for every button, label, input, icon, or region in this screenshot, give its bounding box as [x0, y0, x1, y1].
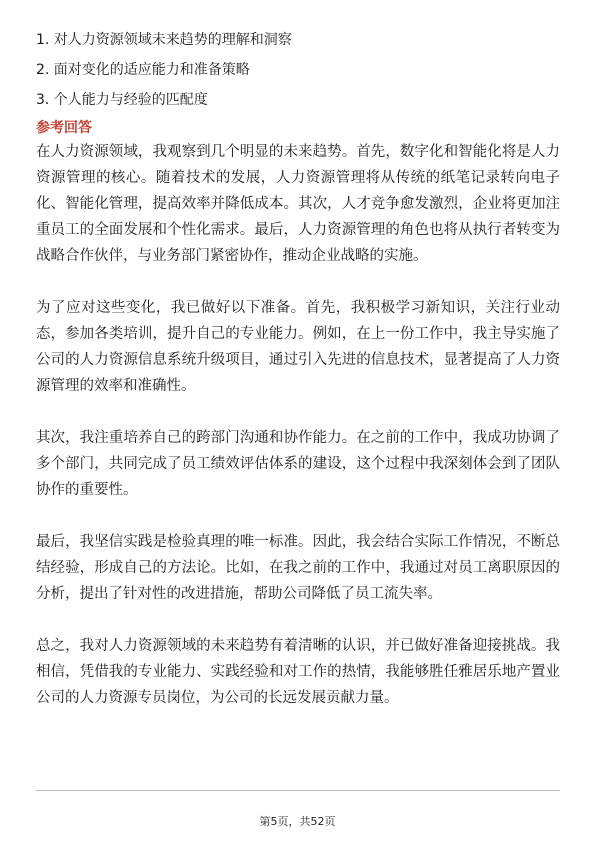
- answer-paragraph-5: 总之，我对人力资源领域的未来趋势有着清晰的认识，并已做好准备迎接挑战。我相信，凭借我的专业能力、实践经验和对工作的热情，我能够胜任雅居乐地产置业公司的人力资源专员岗位，为公司的长远发展贡献力量。: [36, 638, 560, 706]
- footer-divider: [36, 790, 560, 791]
- answer-paragraph-4: 最后，我坚信实践是检验真理的唯一标准。因此，我会结合实际工作情况，不断总结经验，形成自己的方法论。比如，在我之前的工作中，我通过对员工离职原因的分析，提出了针对性的改进措施，帮助公司降低了员工流失率。: [36, 534, 560, 602]
- answer-label: 参考回答: [36, 120, 92, 136]
- question-item-1: 1. 对人力资源领域未来趋势的理解和洞察: [36, 32, 292, 48]
- question-item-3: 3. 个人能力与经验的匹配度: [36, 92, 208, 108]
- answer-paragraph-1: 在人力资源领域，我观察到几个明显的未来趋势。首先，数字化和智能化将是人力资源管理的核心。随着技术的发展，人力资源管理将从传统的纸笔记录转向电子化、智能化管理，提高效率并降低成本。其次，人才竞争愈发激烈，企业将更加注重员工的全面发展和个性化需求。最后，人力资源管理的角色也将从执行者转变为战略合作伙伴，与业务部门紧密协作，推动企业战略的实施。: [36, 144, 560, 264]
- answer-paragraph-2: 为了应对这些变化，我已做好以下准备。首先，我积极学习新知识，关注行业动态，参加各类培训，提升自己的专业能力。例如，在上一份工作中，我主导实施了公司的人力资源信息系统升级项目，通过引入先进的信息技术，显著提高了人力资源管理的效率和准确性。: [36, 300, 560, 394]
- question-item-2: 2. 面对变化的适应能力和准备策略: [36, 62, 250, 78]
- question-list: [36, 30, 560, 110]
- page-number: 第5页，共52页: [259, 815, 336, 828]
- document-body: [36, 30, 560, 711]
- answer-paragraph-3: 其次，我注重培养自己的跨部门沟通和协作能力。在之前的工作中，我成功协调了多个部门，共同完成了员工绩效评估体系的建设，这个过程中我深刻体会到了团队协作的重要性。: [36, 430, 560, 498]
